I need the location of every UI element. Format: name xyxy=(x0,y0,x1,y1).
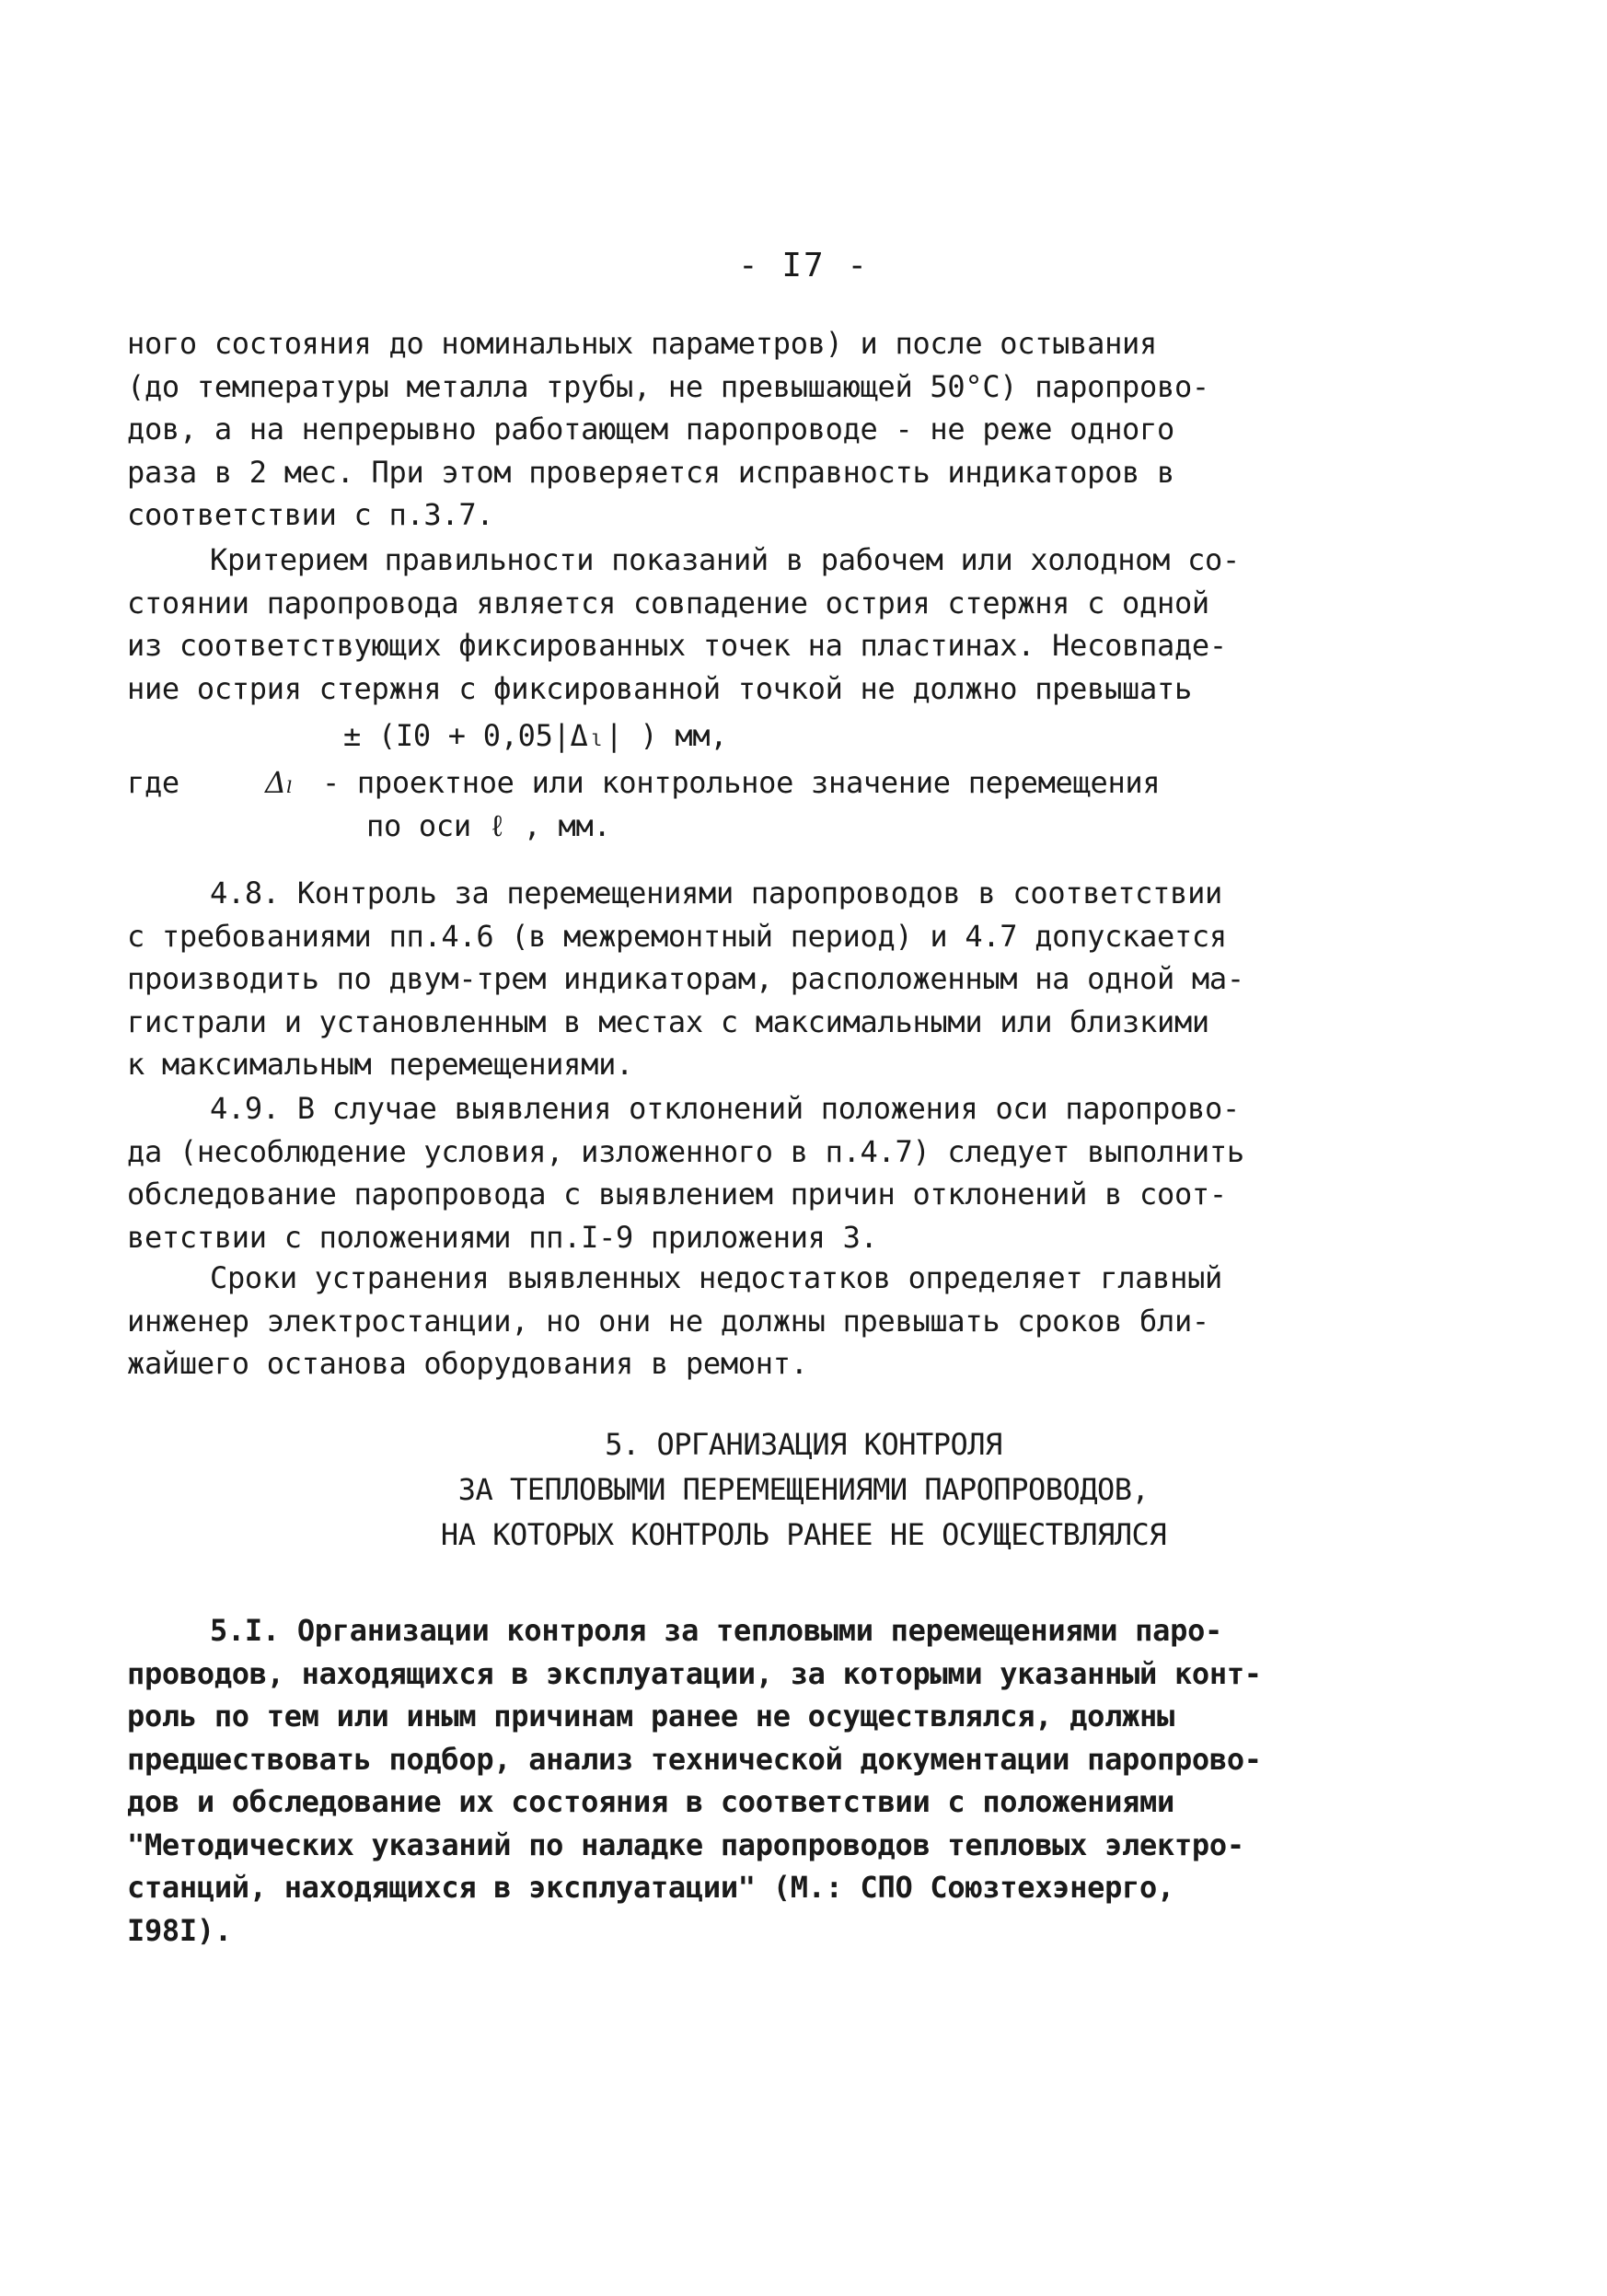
text-line: (до температуры металла трубы, не превышающей 50°С) паропрово- xyxy=(127,368,1209,404)
text-line: Сроки устранения выявленных недостатков определяет главный xyxy=(210,1260,1223,1295)
text-line: жайшего останова оборудования в ремонт. xyxy=(127,1346,808,1381)
text-line: инженер электростанции, но они не должны превышать сроков бли- xyxy=(127,1303,1209,1339)
text-line: 5.I. Организации контроля за тепловыми перемещениями паро- xyxy=(210,1613,1223,1648)
text-line: из соответствующих фиксированных точек на пластинах. Несовпаде- xyxy=(127,628,1227,663)
text-line: предшествовать подбор, анализ технической документации паропрово- xyxy=(127,1741,1262,1777)
text-line: к максимальным перемещениями. xyxy=(127,1047,634,1082)
text-line: проводов, находящихся в эксплуатации, за которыми указанный конт- xyxy=(127,1655,1262,1691)
paragraph-5-1 xyxy=(127,1609,1278,1952)
text-line: дов, а на непрерывно работающем паропроводе - не реже одного xyxy=(127,412,1174,446)
paragraph-criterion xyxy=(127,539,1278,847)
section-heading xyxy=(0,1422,1607,1558)
text-line: "Методических указаний по наладке паропроводов тепловых электро- xyxy=(127,1826,1244,1862)
where-clause xyxy=(127,761,1278,805)
text-line: стоянии паропровода является совпадение острия стержня с одной xyxy=(127,585,1209,620)
where-symbol: Δₗ xyxy=(265,765,294,800)
where-definition-continuation: по оси ℓ , мм. xyxy=(366,807,611,843)
text-line: ние острия стержня с фиксированной точкой не должно превышать xyxy=(127,670,1192,706)
paragraph-continuation xyxy=(127,322,1278,537)
text-line: дов и обследование их состояния в соответствии с положениями xyxy=(127,1784,1174,1819)
text-line: раза в 2 мес. При этом проверяется исправность индикаторов в xyxy=(127,454,1174,490)
text-line: обследование паропровода с выявлением причин отклонений в соот- xyxy=(127,1177,1227,1212)
text-line: 4.9. В случае выявления отклонений положения оси паропрово- xyxy=(210,1091,1240,1126)
text-line: ного состояния до номинальных параметров) и после остывания xyxy=(127,326,1157,361)
paragraph-4-8 xyxy=(127,872,1278,1086)
heading-line: НА КОТОРЫХ КОНТРОЛЬ РАНЕЕ НЕ ОСУЩЕСТВЛЯЛСЯ xyxy=(440,1517,1167,1552)
text-line: Критерием правильности показаний в рабочем или холодном со- xyxy=(210,542,1240,577)
text-line: с требованиями пп.4.6 (в межремонтный период) и 4.7 допускается xyxy=(127,918,1227,954)
text-line: да (несоблюдение условия, изложенного в п.4.7) следует выполнить xyxy=(127,1133,1244,1169)
text-line: ветствии с положениями пп.I-9 приложения 3. xyxy=(127,1219,878,1255)
formula: ± (I0 + 0,05|Δₗ| ) мм, xyxy=(343,718,728,753)
text-line: гистрали и установленным в местах с максимальными или близкими xyxy=(127,1003,1209,1039)
heading-line: 5. ОРГАНИЗАЦИЯ КОНТРОЛЯ xyxy=(605,1427,1002,1462)
text-line: соответствии с п.3.7. xyxy=(127,497,494,532)
where-key: где xyxy=(127,765,179,800)
text-line: 4.8. Контроль за перемещениями паропроводов в соответствии xyxy=(210,875,1223,910)
heading-line: ЗА ТЕПЛОВЫМИ ПЕРЕМЕЩЕНИЯМИ ПАРОПРОВОДОВ, xyxy=(457,1472,1150,1507)
text-line: производить по двум-трем индикаторам, расположенным на одной ма- xyxy=(127,961,1244,996)
paragraph-4-9 xyxy=(127,1087,1278,1258)
paragraph-deadlines xyxy=(127,1257,1278,1386)
where-definition: - проектное или контрольное значение перемещения xyxy=(322,765,1161,800)
text-line: I98I). xyxy=(127,1912,232,1948)
text-line: станций, находящихся в эксплуатации" (М.: СПО Союзтехэнерго, xyxy=(127,1870,1174,1905)
text-line: роль по тем или иным причинам ранее не осуществлялся, должны xyxy=(127,1699,1174,1734)
page-number: - I7 - xyxy=(737,247,870,284)
